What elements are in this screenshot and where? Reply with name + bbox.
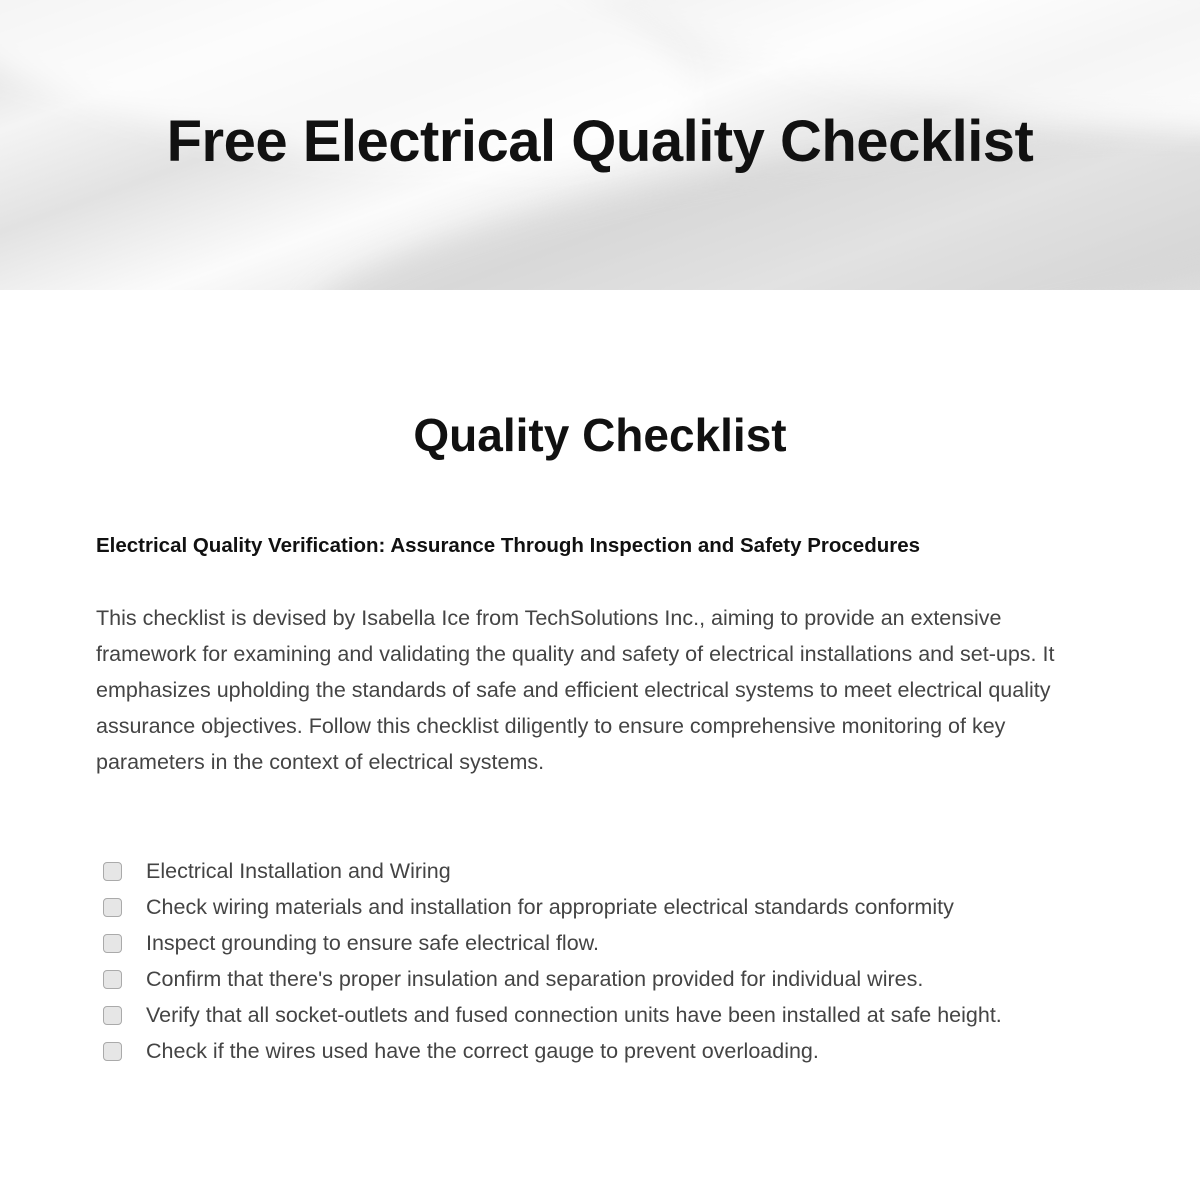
- checklist: [96, 853, 1106, 1069]
- checklist-item-label: Confirm that there's proper insulation and separation provided for individual wires.: [146, 967, 924, 991]
- document-title: Free Electrical Quality Checklist: [166, 109, 1034, 174]
- checkbox[interactable]: [103, 1042, 122, 1061]
- checklist-item-label: Check wiring materials and installation for appropriate electrical standards conformity: [146, 895, 954, 919]
- checklist-item: [96, 961, 1106, 997]
- checkbox[interactable]: [103, 970, 122, 989]
- checkbox[interactable]: [103, 1006, 122, 1025]
- header-banner: [0, 0, 1200, 290]
- checklist-item-label: Verify that all socket-outlets and fused connection units have been installed at safe height.: [146, 1003, 1002, 1027]
- checkbox[interactable]: [103, 862, 122, 881]
- checklist-item: [96, 889, 1106, 925]
- checklist-item: [96, 925, 1106, 961]
- checklist-item: [96, 1033, 1106, 1069]
- section-subtitle: Electrical Quality Verification: Assurance Through Inspection and Safety Procedures: [96, 534, 921, 557]
- checkbox[interactable]: [103, 934, 122, 953]
- section-heading: Quality Checklist: [413, 409, 787, 461]
- checkbox[interactable]: [103, 898, 122, 917]
- checklist-item-label: Check if the wires used have the correct gauge to prevent overloading.: [146, 1039, 819, 1063]
- checklist-item-label: Electrical Installation and Wiring: [146, 859, 451, 883]
- intro-paragraph: This checklist is devised by Isabella Ice from TechSolutions Inc., aiming to provide an extensive framework for examining and validating the quality and safety of electrical installations and set-ups. It emphasizes upholding the standards of safe and efficient electrical systems to meet electrical quality assurance objectives. Follow this checklist diligently to ensure comprehensive monitoring of key parameters in the context of electrical systems.: [96, 606, 1055, 774]
- checklist-item: [96, 997, 1106, 1033]
- checklist-item: [96, 853, 1106, 889]
- checklist-item-label: Inspect grounding to ensure safe electrical flow.: [146, 931, 599, 955]
